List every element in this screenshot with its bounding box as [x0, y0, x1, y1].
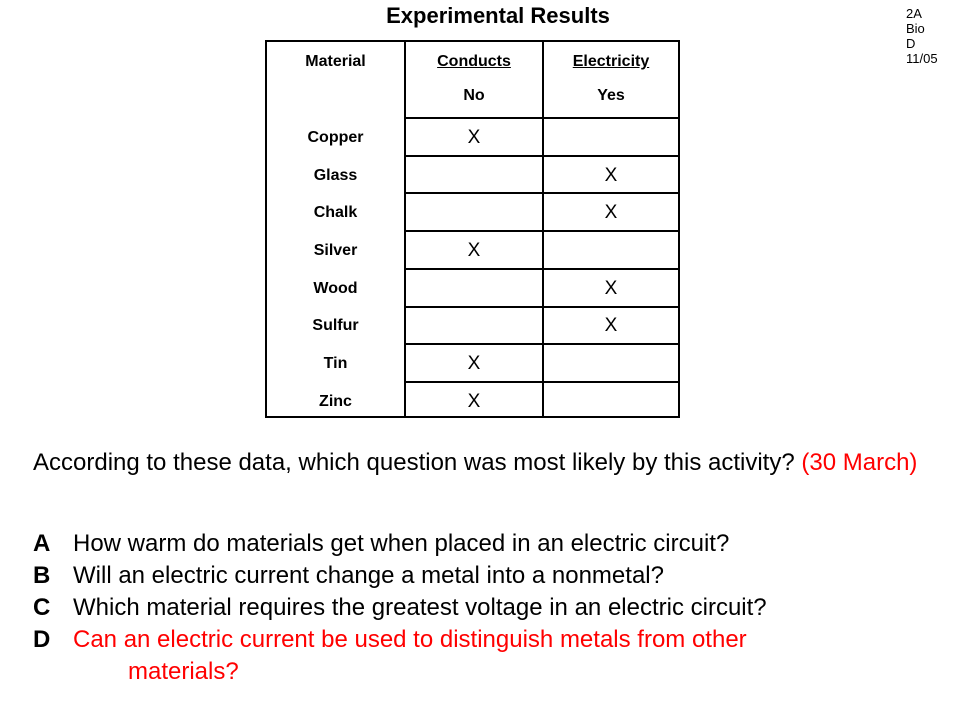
material-cell: Copper — [307, 128, 364, 146]
material-cell: Wood — [313, 279, 358, 297]
material-cell: Sulfur — [312, 317, 359, 335]
corner-note-line: 11/05 — [906, 51, 938, 66]
corner-note-line: D — [906, 36, 916, 51]
material-cell: Tin — [323, 355, 348, 373]
material-cell: Silver — [313, 241, 358, 259]
option-text: Which material requires the greatest voltage in an electric circuit? — [73, 594, 767, 621]
header-material: Material — [305, 53, 366, 70]
corner-note-line: 2A — [906, 6, 922, 21]
conducts-yes-cell: X — [604, 277, 618, 299]
answer-option-c — [33, 592, 953, 624]
conducts-yes-cell — [544, 383, 678, 421]
table-row — [267, 232, 678, 270]
table-row — [267, 157, 678, 195]
option-letter: B — [33, 562, 51, 589]
question-body: According to these data, which question was most likely by this activity? — [33, 449, 795, 476]
conducts-yes-cell — [544, 232, 678, 270]
question-date: (30 March) — [801, 449, 918, 476]
answer-option-d — [33, 624, 953, 688]
conducts-yes-cell — [544, 345, 678, 383]
answer-options — [33, 528, 953, 688]
conducts-no-cell — [406, 270, 542, 308]
material-cell: Zinc — [319, 392, 352, 410]
conducts-no-cell — [406, 194, 542, 232]
conducts-yes-cell: X — [604, 315, 618, 337]
option-text: Can an electric current be used to distinguish metals from other — [73, 626, 747, 653]
option-letter: D — [33, 626, 51, 653]
table-row — [267, 119, 678, 157]
option-letter: A — [33, 530, 51, 557]
header-no: No — [463, 87, 485, 104]
conducts-yes-cell: X — [604, 202, 618, 224]
question-text — [33, 445, 933, 480]
conducts-yes-cell — [544, 119, 678, 157]
table-row — [267, 194, 678, 232]
answer-option-b — [33, 560, 953, 592]
conducts-no-cell: X — [467, 126, 481, 148]
corner-note-line: Bio — [906, 21, 925, 36]
conducts-no-cell — [406, 308, 542, 346]
conducts-no-cell: X — [467, 390, 481, 412]
header-conducts: Conducts — [437, 53, 511, 70]
option-text-continuation: materials? — [128, 658, 239, 685]
table-row — [267, 345, 678, 383]
conducts-no-cell: X — [467, 239, 481, 261]
table-row — [267, 308, 678, 346]
material-cell: Chalk — [313, 204, 358, 222]
option-letter: C — [33, 594, 51, 621]
header-electricity: Electricity — [572, 53, 650, 70]
page-title: Experimental Results — [386, 3, 610, 28]
conducts-no-cell: X — [467, 353, 481, 375]
conducts-yes-cell: X — [604, 164, 618, 186]
answer-option-a — [33, 528, 953, 560]
results-table — [265, 40, 680, 418]
header-yes: Yes — [597, 87, 625, 104]
option-text: Will an electric current change a metal into a nonmetal? — [73, 562, 664, 589]
table-row — [267, 270, 678, 308]
corner-note — [906, 6, 938, 66]
table-row — [267, 383, 678, 421]
option-text: How warm do materials get when placed in an electric circuit? — [73, 530, 730, 557]
material-cell: Glass — [313, 166, 358, 184]
conducts-no-cell — [406, 157, 542, 195]
